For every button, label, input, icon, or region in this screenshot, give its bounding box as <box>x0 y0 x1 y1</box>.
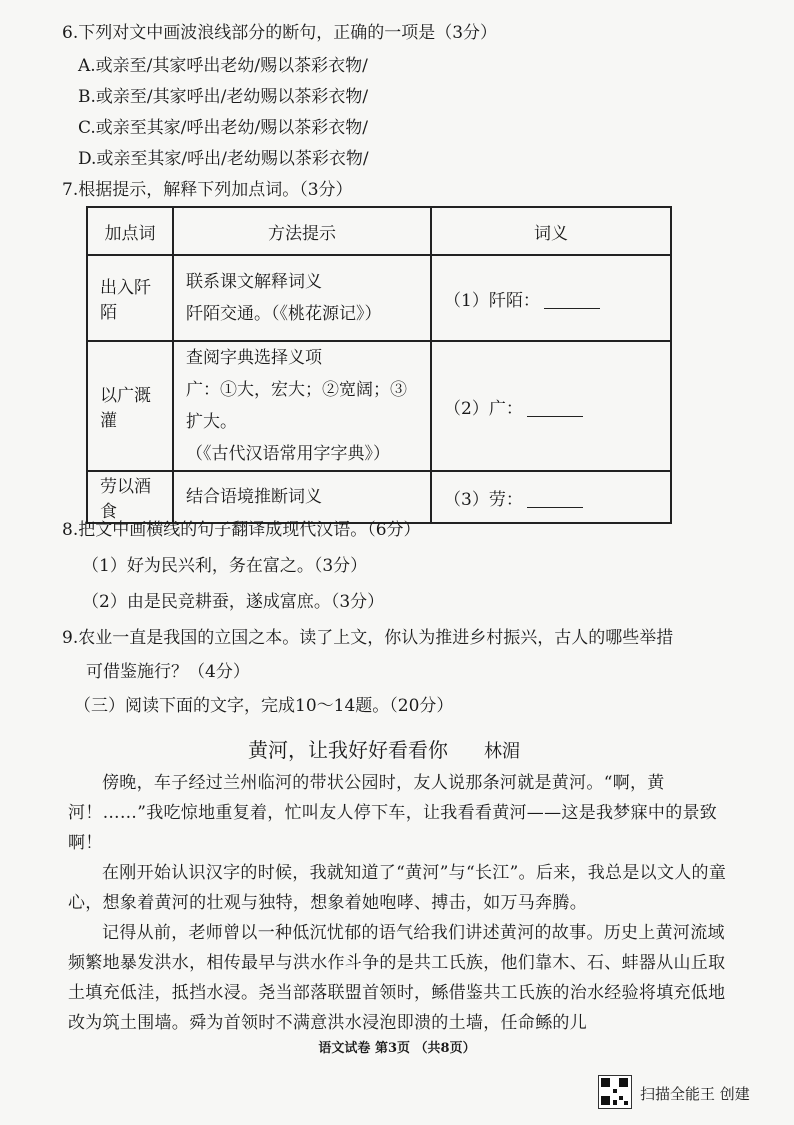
q8-stem: 8.把文中画横线的句子翻译成现代汉语。（6分） <box>62 520 421 540</box>
q6-option-d: D.或亲至其家/呼出/老幼赐以茶彩衣物/ <box>78 149 369 169</box>
hint-cell <box>173 341 431 471</box>
hint-line: 联系课文解释词义 <box>186 272 322 292</box>
article-body <box>68 768 728 1038</box>
q6-option-b: B.或亲至/其家呼出/老幼赐以茶彩衣物/ <box>78 87 369 107</box>
article-paragraph: 在刚开始认识汉字的时候，我就知道了“黄河”与“长江”。后来，我总是以文人的童心，想象着黄河的壮观与独特，想象着她咆哮、搏击，如万马奔腾。 <box>68 863 727 913</box>
q7-stem: 7.根据提示，解释下列加点词。（3分） <box>62 180 353 200</box>
hint-line: 查阅字典选择义项 <box>186 348 322 368</box>
answer-label: （3）劳： <box>444 489 523 510</box>
table-row <box>87 341 671 471</box>
q8-item-2: （2）由是民竞耕蚕，遂成富庶。（3分） <box>82 592 385 612</box>
header-word: 加点词 <box>87 207 173 255</box>
hint-cell <box>173 255 431 341</box>
word-cell: 出入阡陌 <box>87 255 173 341</box>
hint-cell <box>173 471 431 523</box>
answer-blank[interactable] <box>527 402 583 417</box>
q6-stem: 6.下列对文中画波浪线部分的断句，正确的一项是（3分） <box>62 23 498 43</box>
answer-blank[interactable] <box>527 493 583 508</box>
answer-label: （2）广： <box>444 398 523 419</box>
qr-code-icon <box>598 1075 632 1109</box>
article-title: 黄河，让我好好看看你 <box>248 738 448 762</box>
scanner-watermark: 扫描全能王 创建 <box>640 1085 750 1103</box>
hint-line: （《古代汉语常用字字典》） <box>186 444 390 464</box>
answer-cell <box>431 341 671 471</box>
article-author: 林湄 <box>484 741 520 762</box>
q9-stem-line2: 可借鉴施行？（4分） <box>86 662 250 682</box>
section3-heading: （三）阅读下面的文字，完成10～14题。（20分） <box>74 696 454 716</box>
page-footer: 语文试卷 第3页 （共8页） <box>318 1041 476 1056</box>
article-paragraph: 傍晚，车子经过兰州临河的带状公园时，友人说那条河就是黄河。“啊，黄河！……”我吃惊地重复着，忙叫友人停下车，让我看看黄河——这是我梦寐中的景致啊！ <box>68 773 718 853</box>
table-row <box>87 471 671 523</box>
q6-option-a: A.或亲至/其家呼出老幼/赐以茶彩衣物/ <box>78 56 368 76</box>
header-hint: 方法提示 <box>173 207 431 255</box>
word-cell: 劳以酒食 <box>87 471 173 523</box>
answer-cell <box>431 471 671 523</box>
word-cell: 以广溉灌 <box>87 341 173 471</box>
article-paragraph: 记得从前，老师曾以一种低沉忧郁的语气给我们讲述黄河的故事。历史上黄河流域频繁地暴发洪水，相传最早与洪水作斗争的是共工氏族，他们靠木、石、蚌器从山丘取土填充低洼，抵挡水浸。尧当部落联盟首领时，鲧借鉴共工氏族的治水经验将填充低地改为筑土围墙。舜为首领时不满意洪水浸泡即溃的土墙，任命鲧的儿 <box>68 923 726 1033</box>
header-meaning: 词义 <box>431 207 671 255</box>
hint-line: 广：①大，宏大；②宽阔；③扩大。 <box>186 380 407 432</box>
article-title-line <box>248 734 520 763</box>
q8-item-1: （1）好为民兴利，务在富之。（3分） <box>82 556 368 576</box>
q6-option-c: C.或亲至其家/呼出老幼/赐以茶彩衣物/ <box>78 118 368 138</box>
answer-cell <box>431 255 671 341</box>
answer-blank[interactable] <box>544 294 600 309</box>
q9-stem-line1: 9.农业一直是我国的立国之本。读了上文，你认为推进乡村振兴，古人的哪些举措 <box>62 628 674 648</box>
hint-line: 阡陌交通。（《桃花源记》） <box>186 304 382 324</box>
answer-label: （1）阡陌： <box>444 290 540 311</box>
table-header-row <box>87 207 671 255</box>
table-row <box>87 255 671 341</box>
hint-line: 结合语境推断词义 <box>186 487 322 507</box>
vocab-table <box>86 206 672 524</box>
